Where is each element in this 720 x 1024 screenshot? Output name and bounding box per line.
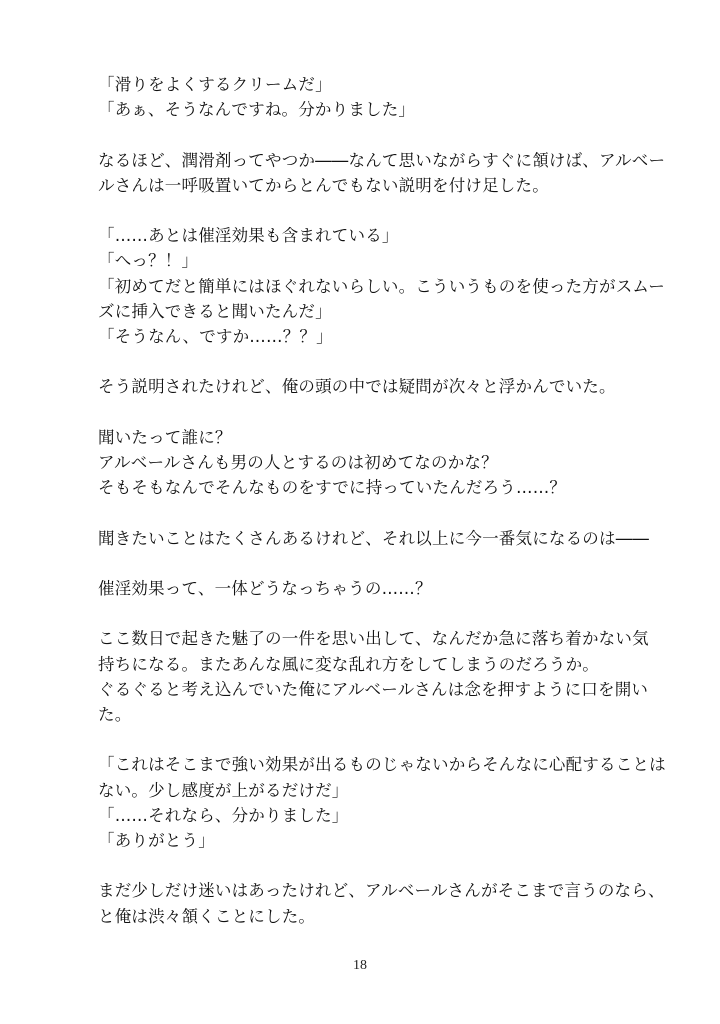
text-line: アルベールさんも男の人とするのは初めてなのかな？ <box>98 452 498 472</box>
text-line: 聞きたいことはたくさんあるけれど、それ以上に今一番気になるのは―― <box>98 528 650 548</box>
text-line: 催淫効果って、一体どうなっちゃうの……？ <box>98 578 432 598</box>
text-line: 「そうなん、ですか……？？」 <box>98 327 333 346</box>
text-line: ない。少し感度が上がるだけだ」 <box>98 780 349 800</box>
paragraph <box>98 425 638 501</box>
text-line: ルさんは一呼吸置いてからとんでもない説明を付け足した。 <box>98 175 549 195</box>
paragraph <box>98 374 638 399</box>
paragraph <box>98 526 650 551</box>
text-line: まだ少しだけ迷いはあったけれど、アルベールさんがそこまで言うのなら、 <box>98 881 665 901</box>
text-line: 「……あとは催淫効果も含まれている」 <box>98 226 399 246</box>
text-line: 聞いたって誰に？ <box>98 427 232 447</box>
text-line: そもそもなんでそんなものをすでに持っていたんだろう……？ <box>98 478 567 498</box>
text-line: そう説明されたけれど、俺の頭の中では疑問が次々と浮かんでいた。 <box>98 377 616 397</box>
text-line: 持ちになる。またあんな風に変な乱れ方をしてしまうのだろうか。 <box>98 654 599 674</box>
text-line: ぐるぐると考え込んでいた俺にアルベールさんは念を押すように口を開い <box>98 679 649 699</box>
page-number: 18 <box>353 958 367 973</box>
paragraph <box>98 223 665 349</box>
text-line: なるほど、潤滑剤ってやつか――なんて思いながらすぐに頷けば、アルベー <box>98 150 666 170</box>
paragraph <box>98 72 638 122</box>
body-text <box>98 72 666 929</box>
text-line: 「……それなら、分かりました」 <box>98 805 349 825</box>
text-line: 「滑りをよくするクリームだ」 <box>98 75 332 94</box>
text-line: 「これはそこまで強い効果が出るものじゃないからそんなに心配することは <box>98 755 666 775</box>
paragraph <box>98 148 666 198</box>
paragraph <box>98 626 649 727</box>
text-line: と俺は渋々頷くことにした。 <box>98 906 316 926</box>
paragraph <box>98 752 666 853</box>
text-line: 「ありがとう」 <box>98 830 215 850</box>
paragraph <box>98 576 638 601</box>
paragraph <box>98 878 665 928</box>
text-line: 「初めてだと簡単にはほぐれないらしい。こういうものを使った方がスムー <box>98 276 665 296</box>
text-line: ズに挿入できると聞いたんだ」 <box>98 301 332 321</box>
text-line: 「あぁ、そうなんですね。分かりました」 <box>98 100 416 120</box>
text-line: 「へっ？！」 <box>98 251 199 271</box>
text-line: た。 <box>98 704 132 724</box>
text-line: ここ数日で起きた魅了の一件を思い出して、なんだか急に落ち着かない気 <box>98 629 649 649</box>
